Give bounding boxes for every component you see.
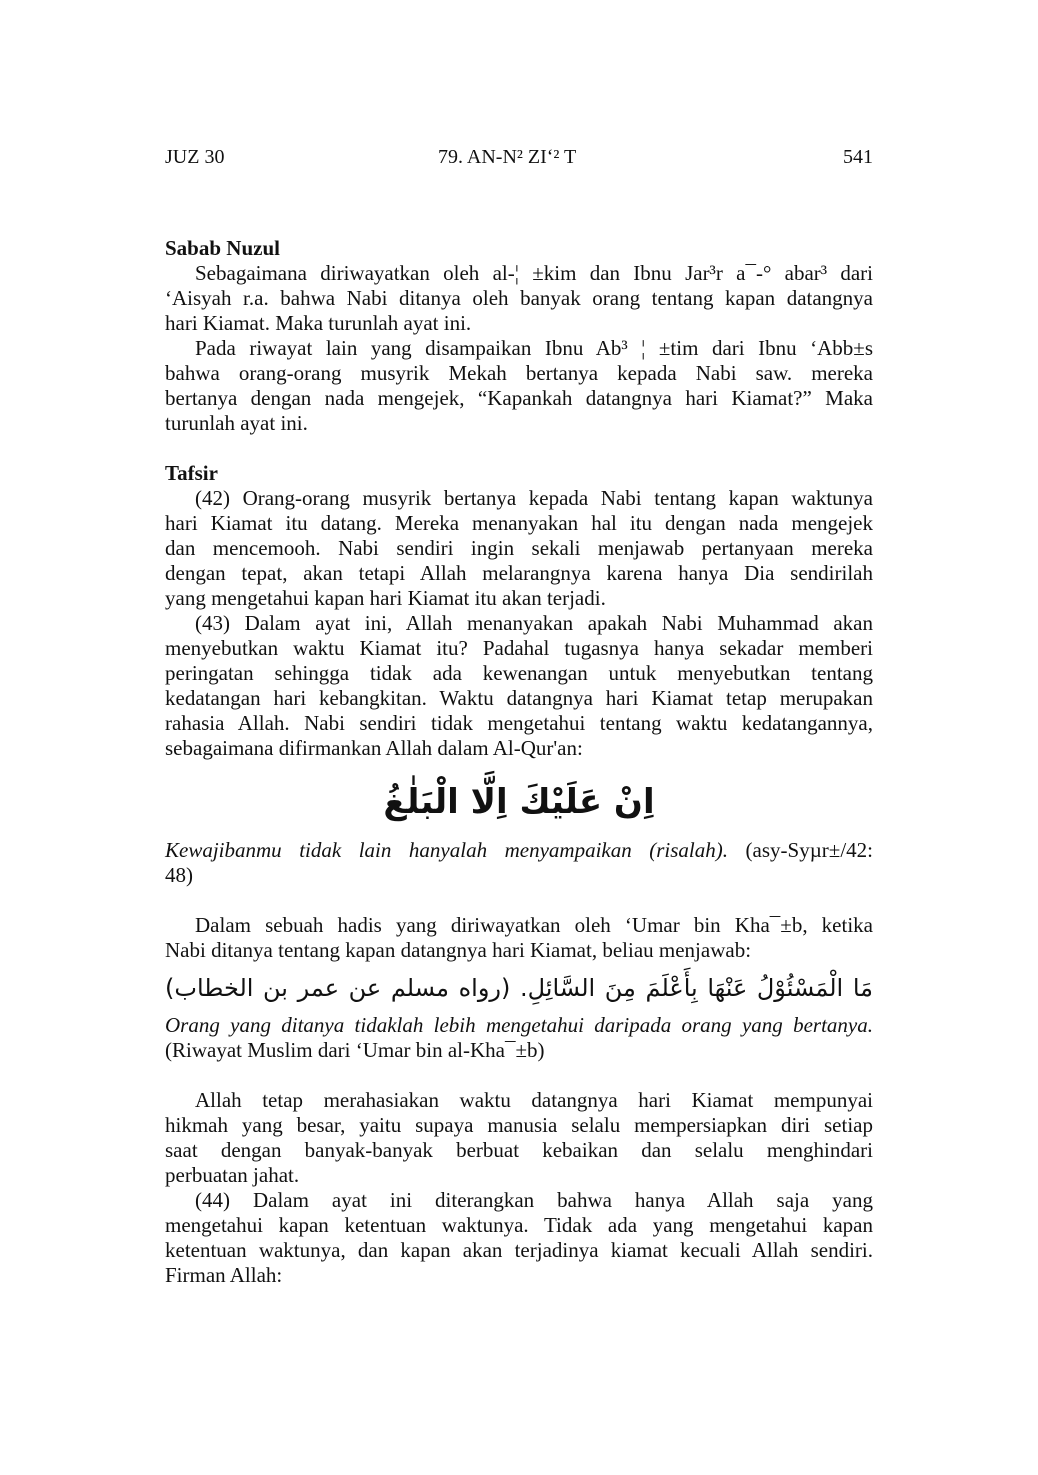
hadith-arabic: مَا الْمَسْئُوْلُ عَنْهَا بِأَعْلَمَ مِنَ السَّائِلِ. (رواه مسلم عن عمر بن الخطاب): [165, 974, 873, 1002]
page-number: 541: [843, 146, 873, 168]
paragraph-line: perbuatan jahat.: [165, 1163, 300, 1187]
verse-reference-cont: 48): [165, 863, 193, 887]
paragraph-line: (42) Orang-orang musyrik bertanya kepada Nabi tentang kapan waktunya: [195, 486, 873, 510]
paragraph-line: saat dengan banyak-banyak berbuat kebaikan dan selalu menghindari: [165, 1138, 873, 1162]
section-heading-sabab-nuzul: Sabab Nuzul: [165, 236, 280, 260]
paragraph-line: kedatangan hari kebangkitan. Waktu datangnya hari Kiamat tetap merupakan: [165, 686, 873, 710]
hadith-reference: (Riwayat Muslim dari ‘Umar bin al-Kha¯±b): [165, 1038, 545, 1062]
paragraph-line: hari Kiamat. Maka turunlah ayat ini.: [165, 311, 472, 335]
body-text: [165, 236, 873, 1288]
paragraph-line: ketentuan waktunya, dan kapan akan terjadinya kiamat kecuali Allah sendiri.: [165, 1238, 873, 1262]
paragraph-line: menyebutkan waktu Kiamat itu? Padahal tugasnya hanya sekadar memberi: [165, 636, 873, 660]
paragraph-line: peringatan sehingga tidak ada kewenangan untuk menyebutkan tentang: [165, 661, 873, 685]
verse-translation-line: [165, 838, 873, 863]
surah-title: 79. AN-N² ZI‘² T: [438, 146, 577, 168]
paragraph-line: mengetahui kapan ketentuan waktunya. Tidak ada yang mengetahui kapan: [165, 1213, 873, 1237]
paragraph-line: Pada riwayat lain yang disampaikan Ibnu Ab³ ¦ ±tim dari Ibnu ‘Abb±s: [195, 336, 873, 360]
paragraph-line: bertanya dengan nada mengejek, “Kapankah datangnya hari Kiamat?” Maka: [165, 386, 873, 410]
paragraph-line: hari Kiamat itu datang. Mereka menanyakan hal itu dengan nada mengejek: [165, 511, 873, 535]
section-heading-tafsir: Tafsir: [165, 461, 218, 485]
verse-translation: Kewajibanmu tidak lain hanyalah menyampaikan (risalah).: [165, 838, 729, 862]
paragraph-line: turunlah ayat ini.: [165, 411, 308, 435]
paragraph-line: Dalam sebuah hadis yang diriwayatkan oleh ‘Umar bin Kha¯±b, ketika: [195, 913, 873, 937]
paragraph-line: Sebagaimana diriwayatkan oleh al-¦ ±kim dan Ibnu Jar³r a¯-° abar³ dari: [195, 261, 873, 285]
quran-verse-arabic: اِنْ عَلَيْكَ اِلَّا الْبَلٰغُ: [383, 782, 655, 822]
paragraph-line: Allah tetap merahasiakan waktu datangnya hari Kiamat mempunyai: [195, 1088, 873, 1112]
verse-reference: (asy-Syµr±/42:: [745, 838, 873, 862]
paragraph-line: hikmah yang besar, yaitu supaya manusia selalu mempersiapkan diri setiap: [165, 1113, 873, 1137]
paragraph-line: (43) Dalam ayat ini, Allah menanyakan apakah Nabi Muhammad akan: [195, 611, 873, 635]
juz-label: JUZ 30: [165, 146, 225, 168]
paragraph-line: sebagaimana difirmankan Allah dalam Al-Qur'an:: [165, 736, 583, 760]
paragraph-line: (44) Dalam ayat ini diterangkan bahwa hanya Allah saja yang: [195, 1188, 873, 1212]
paragraph-line: dan mencemooh. Nabi sendiri ingin sekali menjawab pertanyaan mereka: [165, 536, 873, 560]
paragraph-line: yang mengetahui kapan hari Kiamat itu akan terjadi.: [165, 586, 606, 610]
running-header: [165, 146, 873, 172]
paragraph-line: bahwa orang-orang musyrik Mekah bertanya kepada Nabi saw. mereka: [165, 361, 873, 385]
paragraph-line: Firman Allah:: [165, 1263, 283, 1287]
paragraph-line: dengan tepat, akan tetapi Allah melarangnya karena hanya Dia sendirilah: [165, 561, 873, 585]
paragraph-line: ‘Aisyah r.a. bahwa Nabi ditanya oleh banyak orang tentang kapan datangnya: [165, 286, 873, 310]
hadith-translation: Orang yang ditanya tidaklah lebih mengetahui daripada orang yang bertanya.: [165, 1013, 873, 1037]
paragraph-line: rahasia Allah. Nabi sendiri tidak mengetahui tentang waktu kedatangannya,: [165, 711, 873, 735]
paragraph-line: Nabi ditanya tentang kapan datangnya hari Kiamat, beliau menjawab:: [165, 938, 752, 962]
